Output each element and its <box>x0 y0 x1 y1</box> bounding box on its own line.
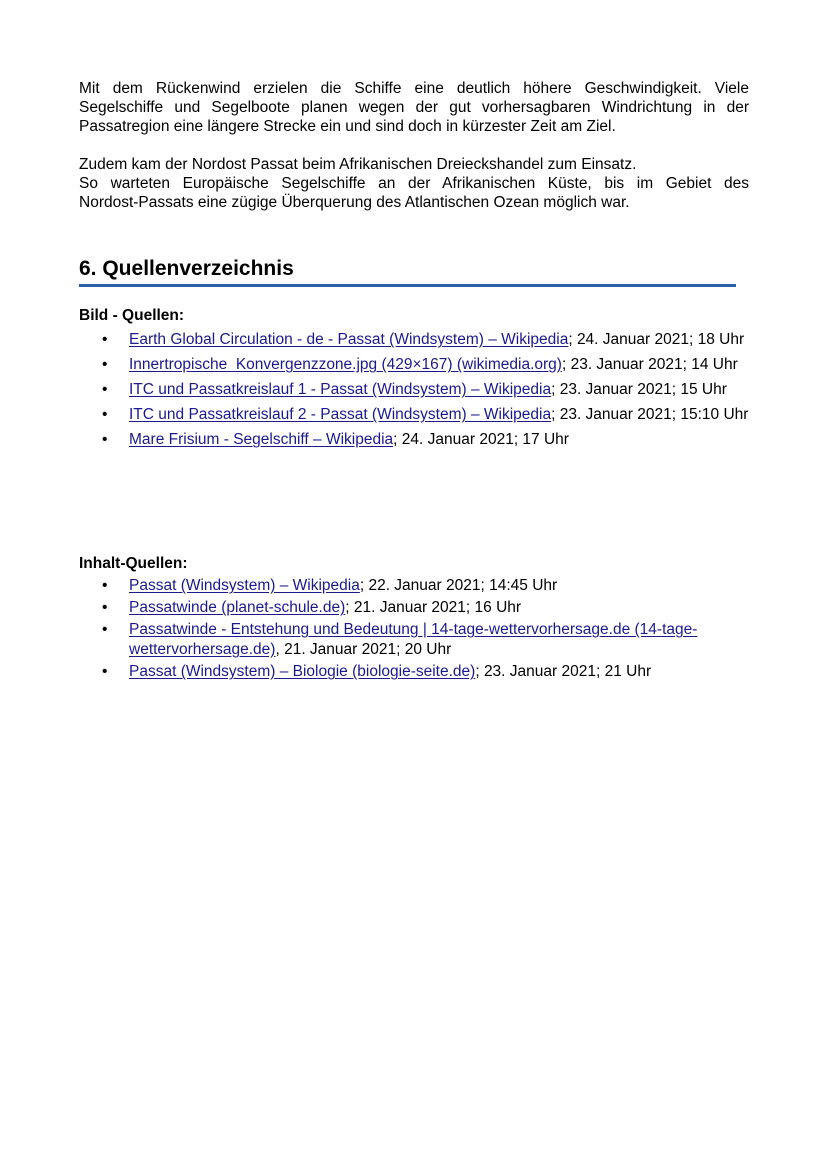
list-item <box>79 598 749 618</box>
source-date: ; 23. Januar 2021; 15 Uhr <box>551 381 727 398</box>
bullet-icon: • <box>102 381 108 398</box>
paragraph-line: Segelschiffe und Segelboote planen wegen der gut vorhersagbaren Windrichtung in der <box>79 99 749 116</box>
source-date: ; 24. Januar 2021; 18 Uhr <box>568 331 745 348</box>
bullet-icon: • <box>102 331 108 348</box>
list-item <box>79 404 749 426</box>
bild-quellen-list <box>79 329 759 454</box>
paragraph-line: Zudem kam der Nordost Passat beim Afrikanischen Dreieckshandel zum Einsatz. <box>79 156 637 173</box>
bullet-icon: • <box>102 356 108 373</box>
list-item <box>79 379 749 401</box>
source-link[interactable]: Earth Global Circulation - de - Passat (Windsystem) – Wikipedia <box>129 331 569 348</box>
heading-underline-rule <box>79 284 736 287</box>
paragraph-line: Nordost-Passats eine zügige Überquerung des Atlantischen Ozean möglich war. <box>79 194 630 211</box>
bild-quellen-label: Bild - Quellen: <box>79 307 185 324</box>
source-date: ; 22. Januar 2021; 14:45 Uhr <box>359 577 558 594</box>
paragraph-rueckenwind <box>79 79 749 136</box>
source-link[interactable]: Passatwinde (planet-schule.de) <box>129 599 346 616</box>
source-link[interactable]: ITC und Passatkreislauf 2 - Passat (Windsystem) – Wikipedia <box>129 406 552 423</box>
paragraph-dreieckshandel <box>79 155 749 212</box>
source-date: ; 24. Januar 2021; 17 Uhr <box>393 431 569 448</box>
source-link[interactable]: Passat (Windsystem) – Wikipedia <box>129 577 360 594</box>
bullet-icon: • <box>102 599 108 616</box>
source-date: ; 23. Januar 2021; 21 Uhr <box>475 663 652 680</box>
bullet-icon: • <box>102 621 108 638</box>
list-item <box>79 620 749 660</box>
list-item <box>79 576 749 596</box>
list-item <box>79 329 749 351</box>
paragraph-line: So warteten Europäische Segelschiffe an der Afrikanischen Küste, bis im Gebiet des <box>79 175 749 192</box>
paragraph-line: Mit dem Rückenwind erzielen die Schiffe eine deutlich höhere Geschwindigkeit. Viele <box>79 80 749 97</box>
source-link[interactable]: Passatwinde - Entstehung und Bedeutung | 14-tage-wettervorhersage.de (14-tage-wettervorhersage.de) <box>129 621 698 658</box>
list-item <box>79 662 749 682</box>
list-item <box>79 429 749 451</box>
paragraph-line: Passatregion eine längere Strecke ein und sind doch in kürzester Zeit am Ziel. <box>79 118 616 135</box>
source-link[interactable]: ITC und Passatkreislauf 1 - Passat (Windsystem) – Wikipedia <box>129 381 552 398</box>
source-link[interactable]: Mare Frisium - Segelschiff – Wikipedia <box>129 431 394 448</box>
section-heading: 6. Quellenverzeichnis <box>79 257 294 280</box>
list-item <box>79 354 749 376</box>
bullet-icon: • <box>102 406 108 423</box>
source-date: ; 21. Januar 2021; 16 Uhr <box>345 599 522 616</box>
inhalt-quellen-label: Inhalt-Quellen: <box>79 555 188 572</box>
source-link[interactable]: Passat (Windsystem) – Biologie (biologie-seite.de) <box>129 663 476 680</box>
bullet-icon: • <box>102 431 108 448</box>
bullet-icon: • <box>102 663 108 680</box>
source-date: ; 23. Januar 2021; 15:10 Uhr <box>551 406 749 423</box>
source-date: ; 23. Januar 2021; 14 Uhr <box>561 356 738 373</box>
source-date: , 21. Januar 2021; 20 Uhr <box>275 641 452 658</box>
inhalt-quellen-list <box>79 576 759 684</box>
bullet-icon: • <box>102 577 108 594</box>
source-link[interactable]: Innertropische_Konvergenzzone.jpg (429×167) (wikimedia.org) <box>129 356 562 373</box>
